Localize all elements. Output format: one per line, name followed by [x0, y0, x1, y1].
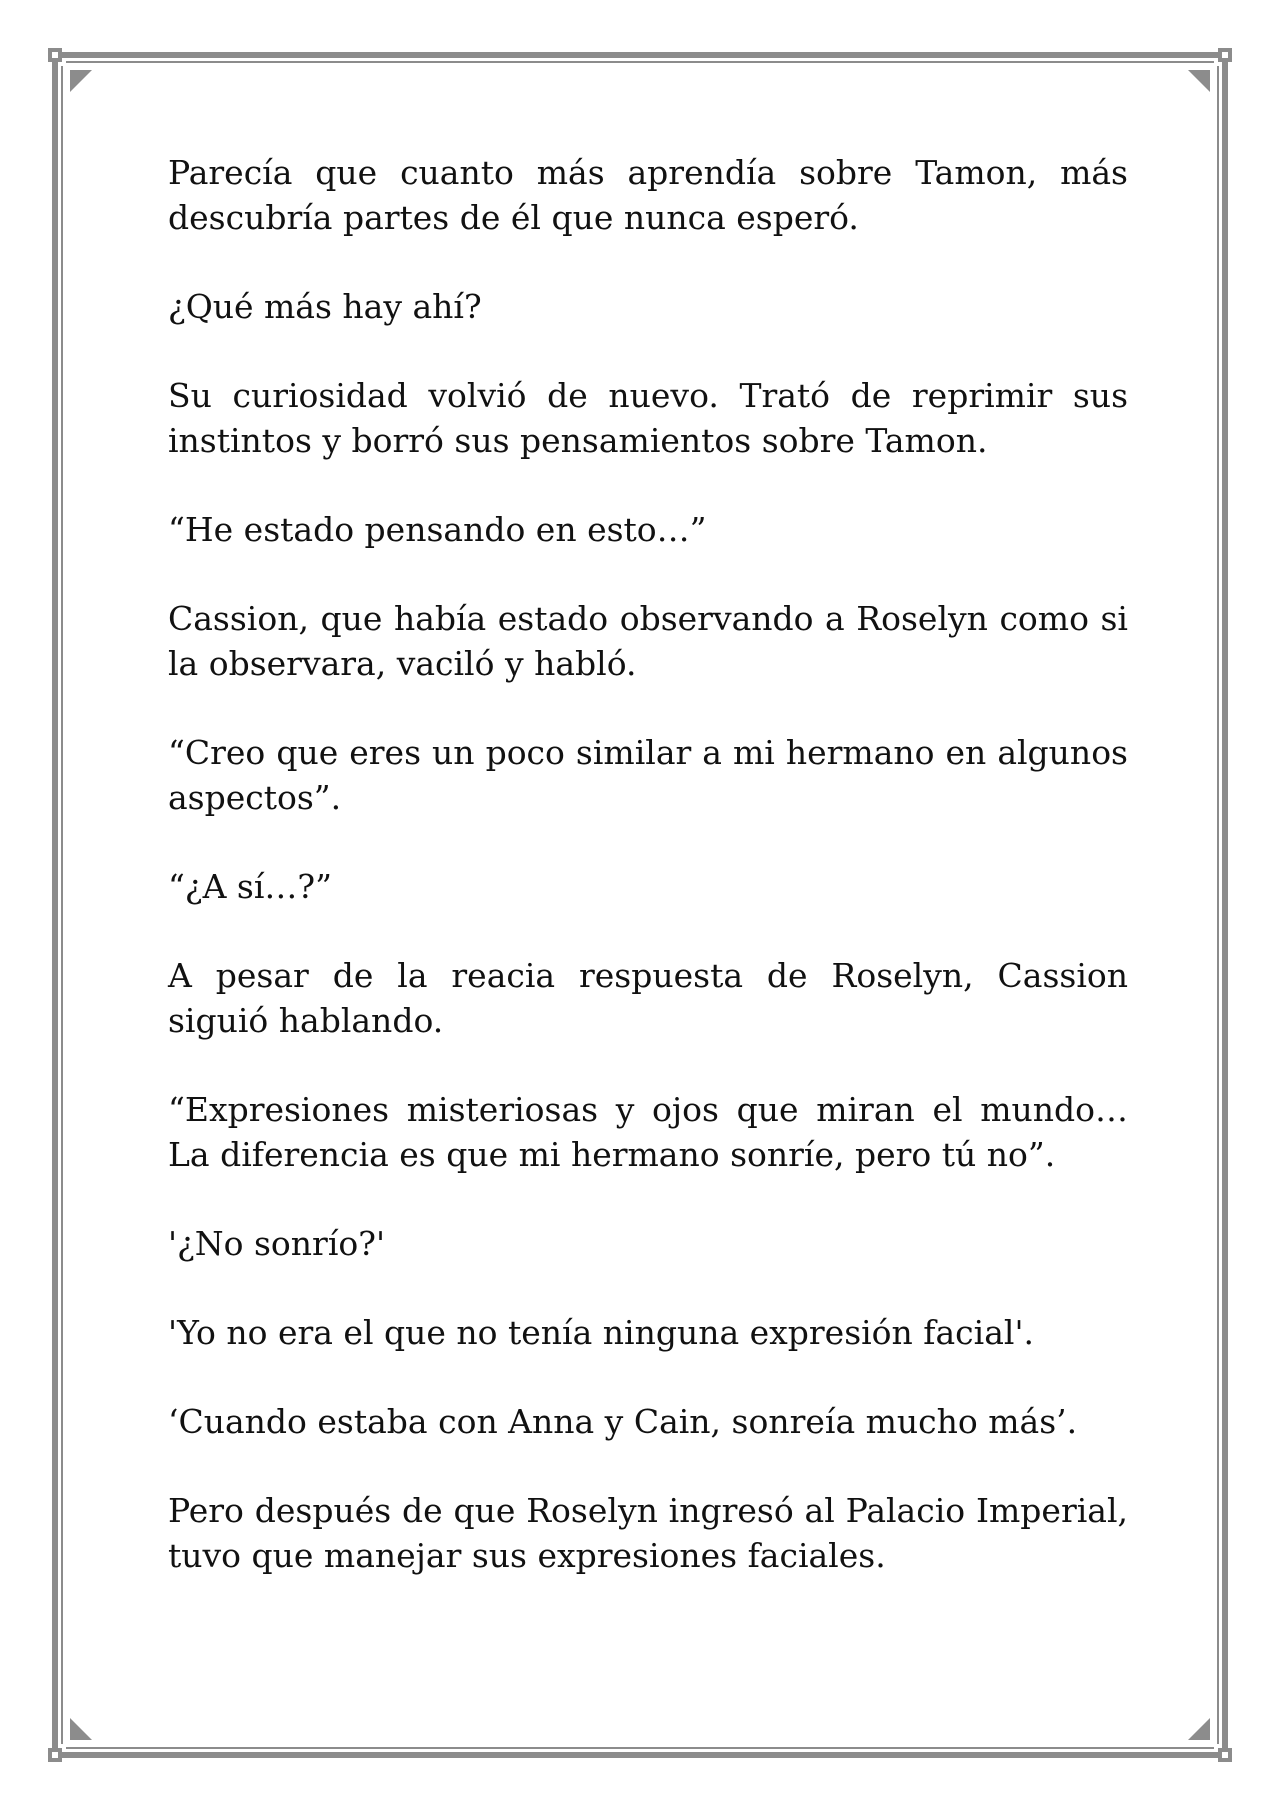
paragraph: ¿Qué más hay ahí?: [168, 287, 482, 326]
paragraph: 'Yo no era el que no tenía ninguna expresión facial'.: [168, 1313, 1035, 1352]
paragraph: '¿No sonrío?': [168, 1224, 386, 1263]
story-text-body: [168, 150, 1128, 1622]
paragraph: Su curiosidad volvió de nuevo. Trató de reprimir sus instintos y borró sus pensamientos sobre Tamon.: [168, 376, 1128, 460]
paragraph: Pero después de que Roselyn ingresó al Palacio Imperial, tuvo que manejar sus expresiones faciales.: [168, 1491, 1128, 1575]
paragraph: “¿A sí…?”: [168, 867, 332, 906]
paragraph: “Expresiones misteriosas y ojos que miran el mundo… La diferencia es que mi hermano sonríe, pero tú no”.: [168, 1090, 1128, 1174]
paragraph: Cassion, que había estado observando a Roselyn como si la observara, vaciló y habló.: [168, 599, 1128, 683]
paragraph: “He estado pensando en esto…”: [168, 510, 707, 549]
paragraph: Parecía que cuanto más aprendía sobre Tamon, más descubría partes de él que nunca esperó.: [168, 153, 1128, 237]
paragraph: ‘Cuando estaba con Anna y Cain, sonreía mucho más’.: [168, 1402, 1078, 1441]
paragraph: “Creo que eres un poco similar a mi hermano en algunos aspectos”.: [168, 733, 1128, 817]
paragraph: A pesar de la reacia respuesta de Roselyn, Cassion siguió hablando.: [168, 956, 1128, 1040]
